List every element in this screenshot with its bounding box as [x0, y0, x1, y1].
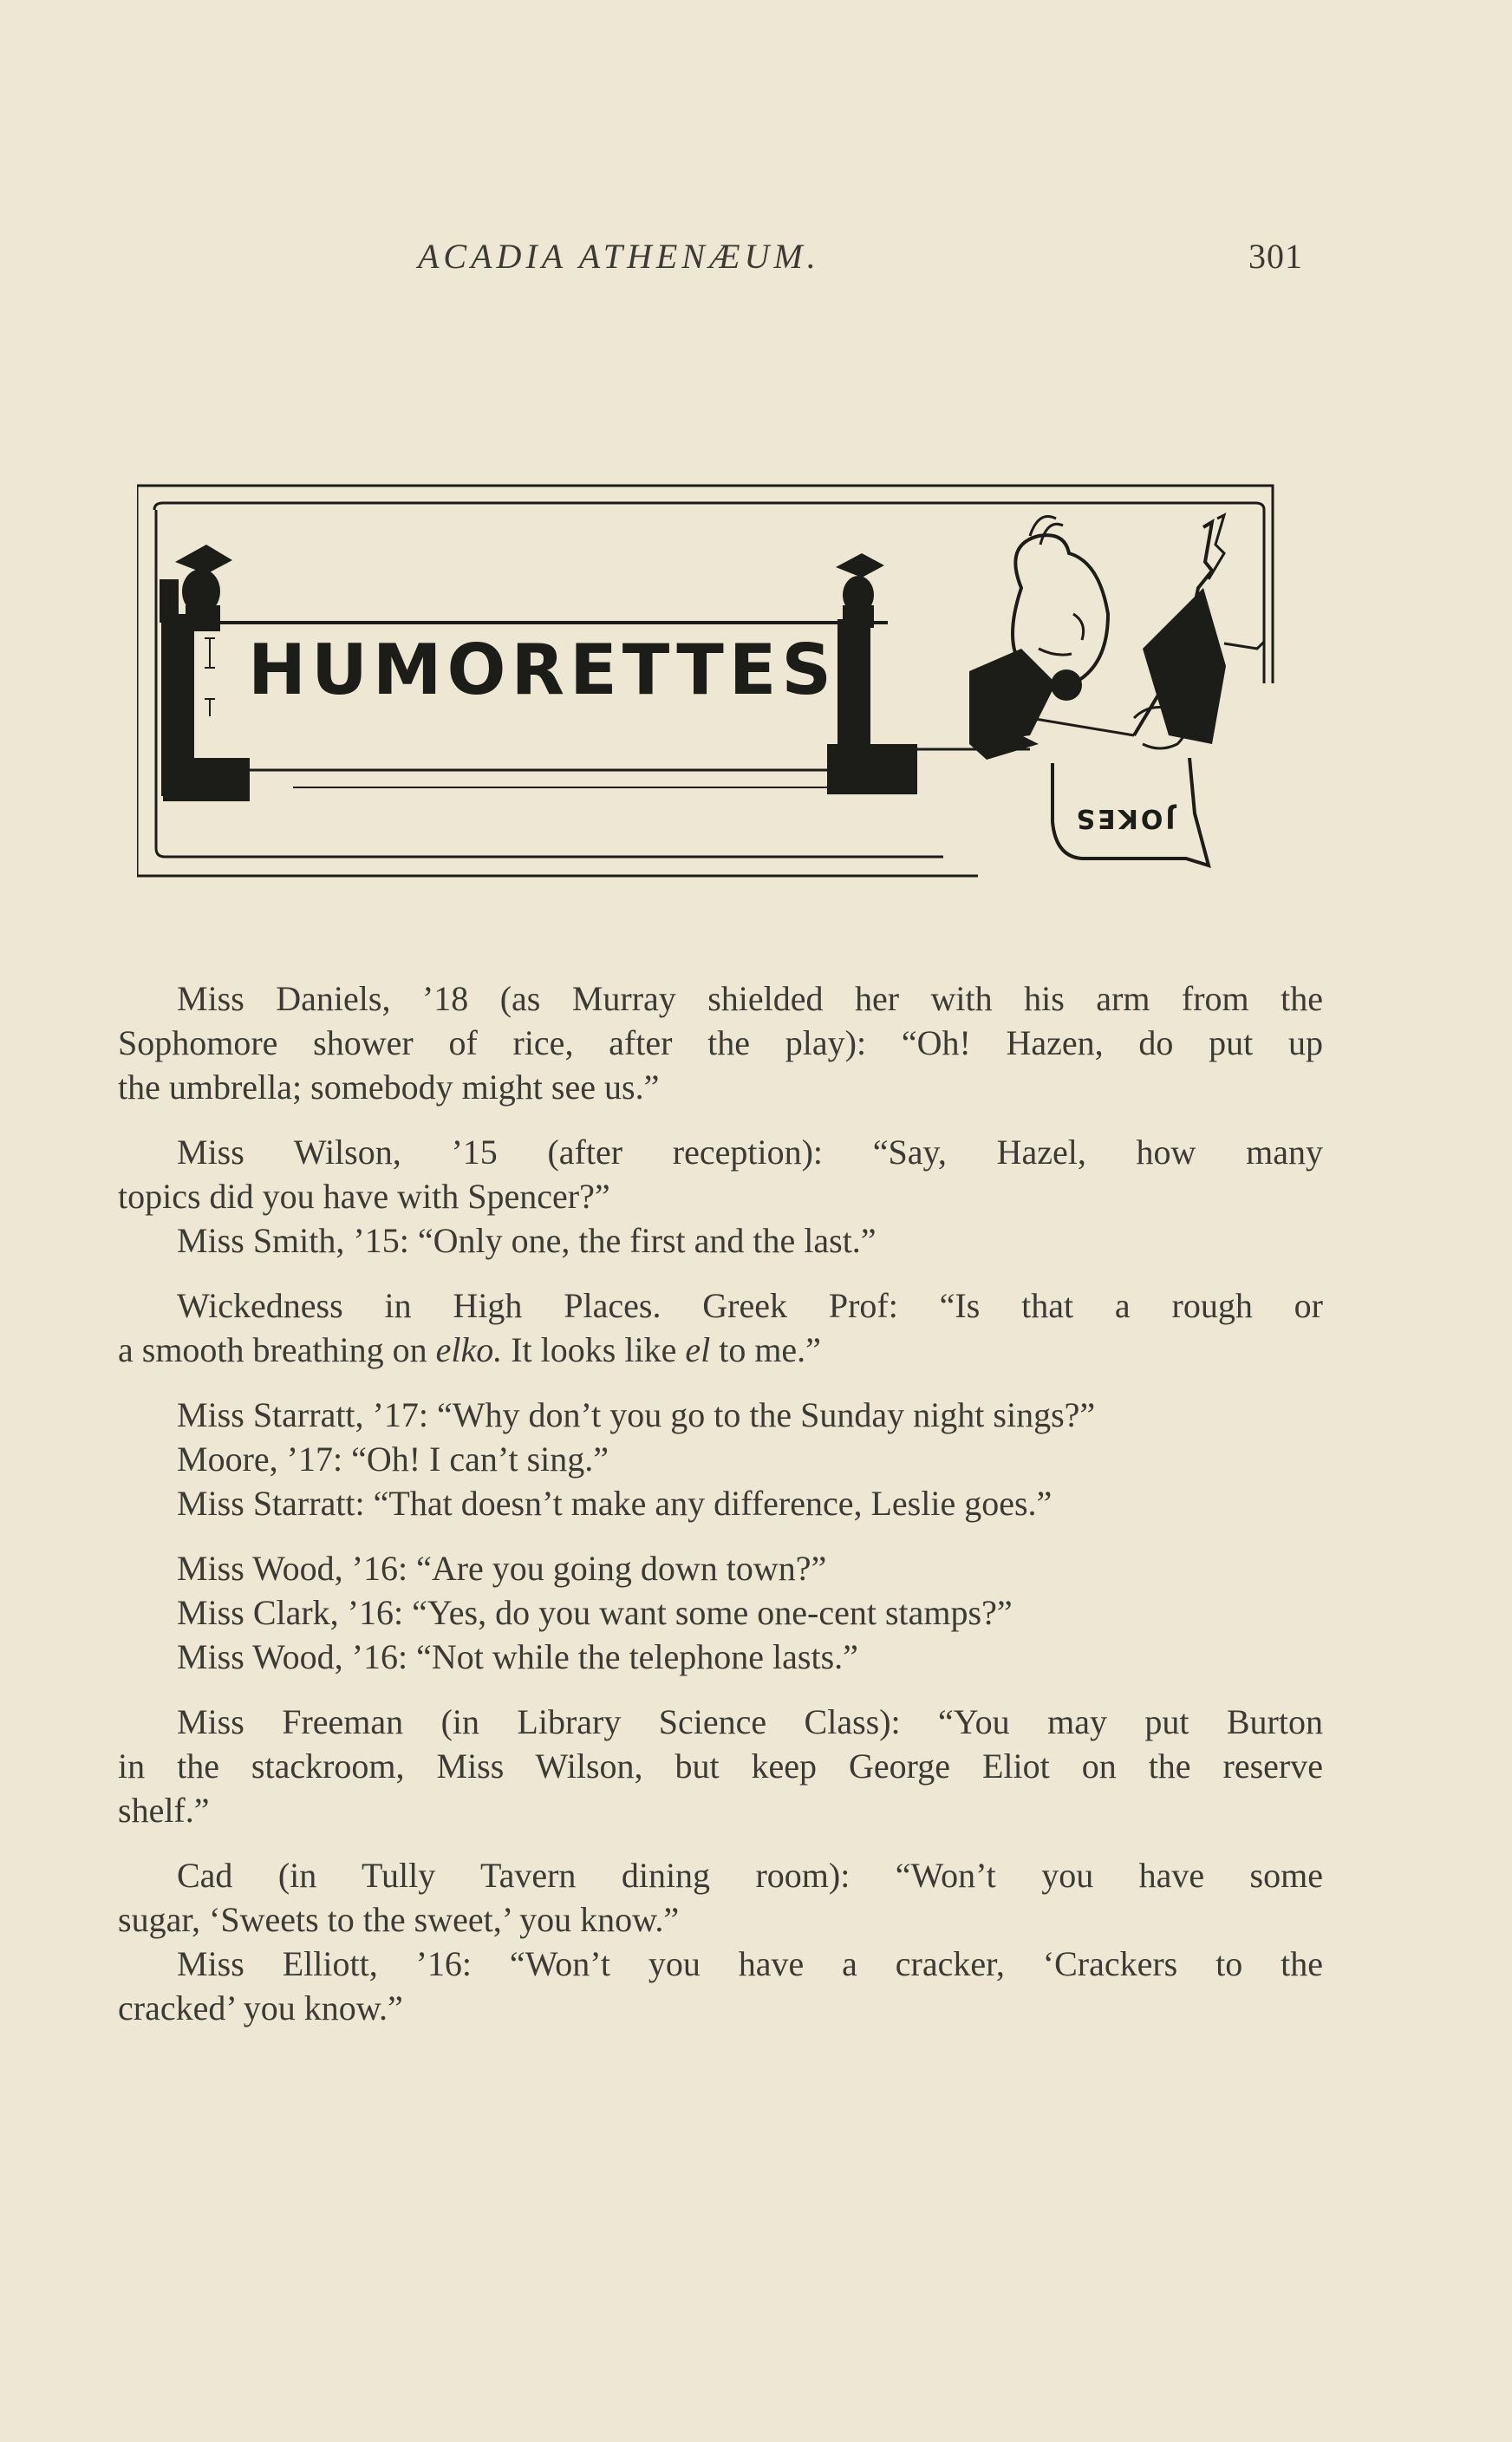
- page-number: 301: [1248, 237, 1303, 276]
- text-line: cracked’ you know.”: [118, 1988, 403, 2027]
- text-segment: a smooth breathing on: [118, 1330, 436, 1369]
- text-line: the umbrella; somebody might see us.”: [118, 1068, 660, 1107]
- text-line: Miss Clark, ’16: “Yes, do you want some one-cent stamps?”: [177, 1593, 1013, 1632]
- text-segment: to me.”: [710, 1330, 821, 1369]
- running-head: [0, 236, 1512, 288]
- humorettes-title: HUMORETTES: [248, 630, 837, 710]
- text-line: Miss Wood, ’16: “Are you going down town?”: [177, 1549, 827, 1588]
- text-line: Sophomore shower of rice, after the play): “Oh! Hazen, do put up: [118, 1023, 1323, 1062]
- joke-entry: [118, 976, 1323, 1109]
- text-line: Miss Elliott, ’16: “Won’t you have a cracker, ‘Crackers to the: [177, 1944, 1323, 1983]
- journal-title: ACADIA ATHENÆUM.: [418, 237, 820, 276]
- joke-entry: [118, 1700, 1323, 1832]
- text-segment: It looks like: [502, 1330, 686, 1369]
- text-line: Cad (in Tully Tavern dining room): “Won’t you have some: [177, 1856, 1323, 1895]
- text-line: Miss Smith, ’15: “Only one, the first and the last.”: [177, 1221, 877, 1260]
- text-line: in the stackroom, Miss Wilson, but keep George Eliot on the reserve: [118, 1747, 1323, 1786]
- text-line: Miss Freeman (in Library Science Class): “You may put Burton: [177, 1702, 1323, 1741]
- text-line: Miss Starratt: “That doesn’t make any difference, Leslie goes.”: [177, 1484, 1053, 1523]
- humor-column: [118, 976, 1323, 2051]
- text-line: Wickedness in High Places. Greek Prof: “Is that a rough or: [177, 1286, 1323, 1325]
- text-line: Miss Starratt, ’17: “Why don’t you go to the Sunday night sings?”: [177, 1395, 1096, 1434]
- text-line: sugar, ‘Sweets to the sweet,’ you know.”: [118, 1900, 680, 1939]
- greek-word: el: [685, 1330, 711, 1369]
- joke-entry: [118, 1130, 1323, 1263]
- greek-word: elko.: [435, 1330, 503, 1369]
- humorettes-banner: [137, 484, 1278, 883]
- text-line: [118, 1328, 1323, 1372]
- text-line: Miss Wilson, ’15 (after reception): “Say, Hazel, how many: [177, 1133, 1323, 1172]
- text-line: Miss Daniels, ’18 (as Murray shielded her with his arm from the: [177, 979, 1323, 1018]
- joke-entry: [118, 1283, 1323, 1372]
- text-line: Moore, ’17: “Oh! I can’t sing.”: [177, 1440, 609, 1479]
- text-line: topics did you have with Spencer?”: [118, 1177, 610, 1216]
- joke-entry: [118, 1546, 1323, 1679]
- text-line: Miss Wood, ’16: “Not while the telephone lasts.”: [177, 1637, 858, 1676]
- joke-entry: [118, 1853, 1323, 2030]
- joke-entry: [118, 1393, 1323, 1525]
- text-line: shelf.”: [118, 1791, 210, 1830]
- jokes-sign-label: JOKES: [1073, 803, 1176, 833]
